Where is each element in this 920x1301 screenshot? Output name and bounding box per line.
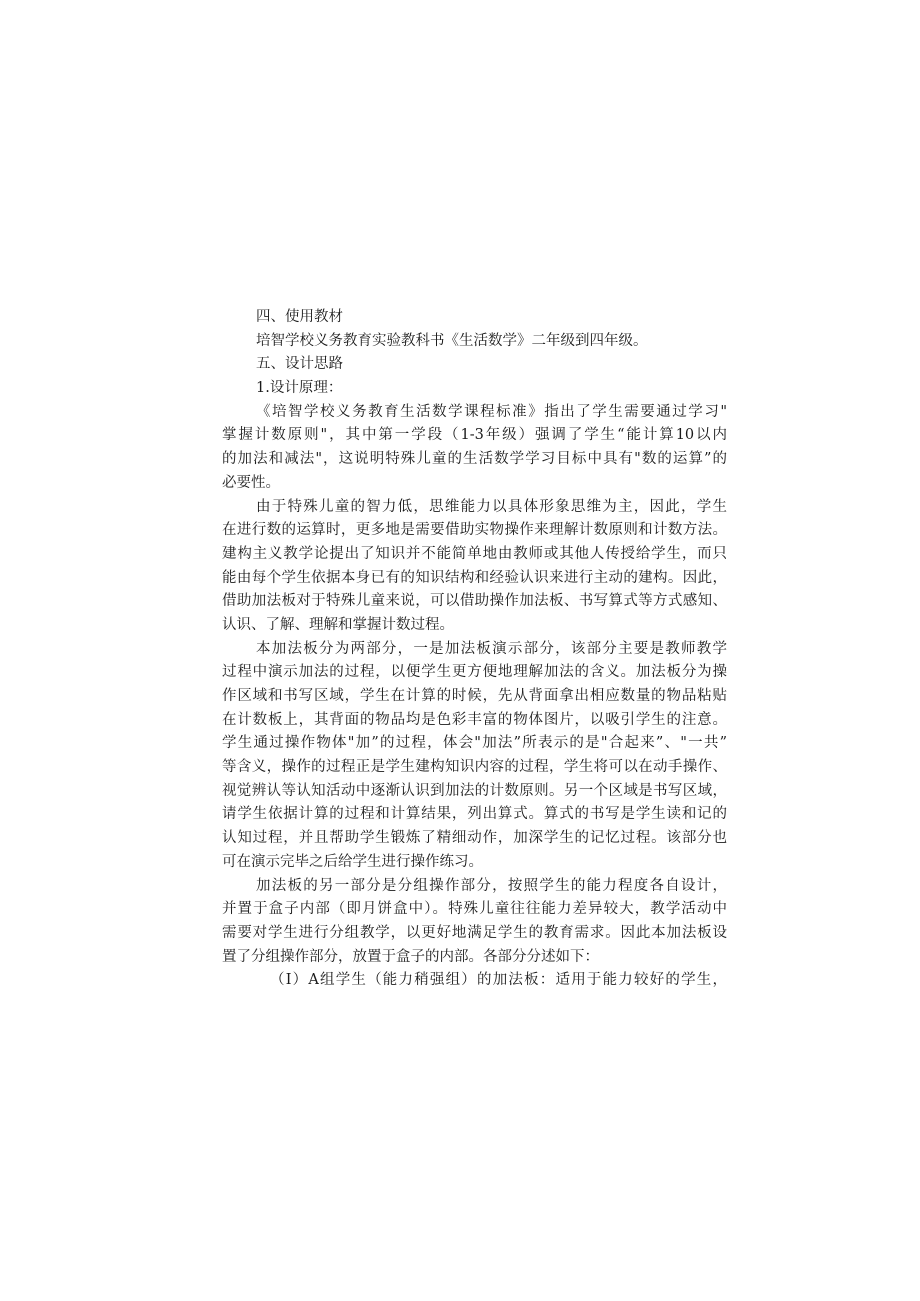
section-heading-materials: 四、使用教材 — [256, 309, 343, 325]
paragraph-line: 加法板的另一部分是分组操作部分，按照学生的能力程度各自设计， — [256, 877, 727, 894]
paragraph-line: 可在演示完毕之后给学生进行操作练习。 — [222, 853, 483, 870]
paragraph-line: 由于特殊儿童的智力低，思维能力以具体形象思维为主，因此，学生 — [256, 498, 727, 515]
paragraph-line: 认知过程，并且帮助学生锻炼了精细动作，加深学生的记忆过程。该部分也 — [222, 830, 727, 847]
paragraph-line: 掌握计数原则"，其中第一学段（1-3年级）强调了学生“能计算10以内 — [222, 427, 727, 444]
paragraph-line: 并置于盒子内部（即月饼盒中）。特殊儿童往往能力差异较大，教学活动中 — [222, 901, 727, 918]
paragraph-line: 认识、了解、理解和掌握计数过程。 — [222, 616, 454, 633]
paragraph-line: 需要对学生进行分组教学，以更好地满足学生的教育需求。因此本加法板设 — [222, 924, 727, 941]
paragraph-line: 置了分组操作部分，放置于盒子的内部。各部分分述如下： — [222, 948, 599, 965]
section-heading-design: 五、设计思路 — [256, 356, 343, 373]
list-item-group-a: （I）A组学生（能力稍强组）的加法板：适用于能力较好的学生， — [270, 972, 727, 989]
paragraph-line: 等含义，操作的过程正是学生建构知识内容的过程，学生将可以在动手操作、 — [222, 759, 727, 776]
paragraph-line: 培智学校义务教育实验教科书《生活数学》二年级到四年级。 — [256, 332, 648, 349]
paragraph-line: 在进行数的运算时，更多地是需要借助实物操作来理解计数原则和计数方法。 — [222, 522, 727, 539]
paragraph-line: 借助加法板对于特殊儿童来说，可以借助操作加法板、书写算式等方式感知、 — [222, 593, 727, 610]
paragraph-line: 过程中演示加法的过程，以便学生更方便地理解加法的含义。加法板分为操 — [222, 664, 727, 681]
paragraph-line: 请学生依据计算的过程和计算结果，列出算式。算式的书写是学生读和记的 — [222, 806, 727, 823]
paragraph-line: 学生通过操作物体"加”的过程，体会"加法”所表示的是"合起来”、"一共” — [222, 735, 727, 752]
subsection-heading-principle: 1.设计原理： — [256, 380, 343, 397]
paragraph-line: 视觉辨认等认知活动中逐渐认识到加法的计数原则。另一个区域是书写区域， — [222, 782, 727, 799]
paragraph-line: 必要性。 — [222, 474, 280, 491]
document-body — [222, 306, 727, 993]
paragraph-line: 《培智学校义务教育生活数学课程标准》指出了学生需要通过学习" — [256, 403, 727, 420]
paragraph-line: 本加法板分为两部分，一是加法板演示部分，该部分主要是教师教学 — [256, 640, 727, 657]
paragraph-line: 作区域和书写区域，学生在计算的时候，先从背面拿出相应数量的物品粘贴 — [222, 688, 727, 704]
paragraph-line: 能由每个学生依据本身已有的知识结构和经验认识来进行主动的建构。因此， — [222, 569, 727, 586]
paragraph-line: 的加法和减法"，这说明特殊儿童的生活数学学习目标中具有"数的运算”的 — [222, 451, 727, 468]
paragraph-line: 在计数板上，其背面的物品均是色彩丰富的物体图片，以吸引学生的注意。 — [222, 711, 727, 728]
paragraph-line: 建构主义教学论提出了知识并不能简单地由教师或其他人传授给学生，而只 — [222, 545, 727, 562]
